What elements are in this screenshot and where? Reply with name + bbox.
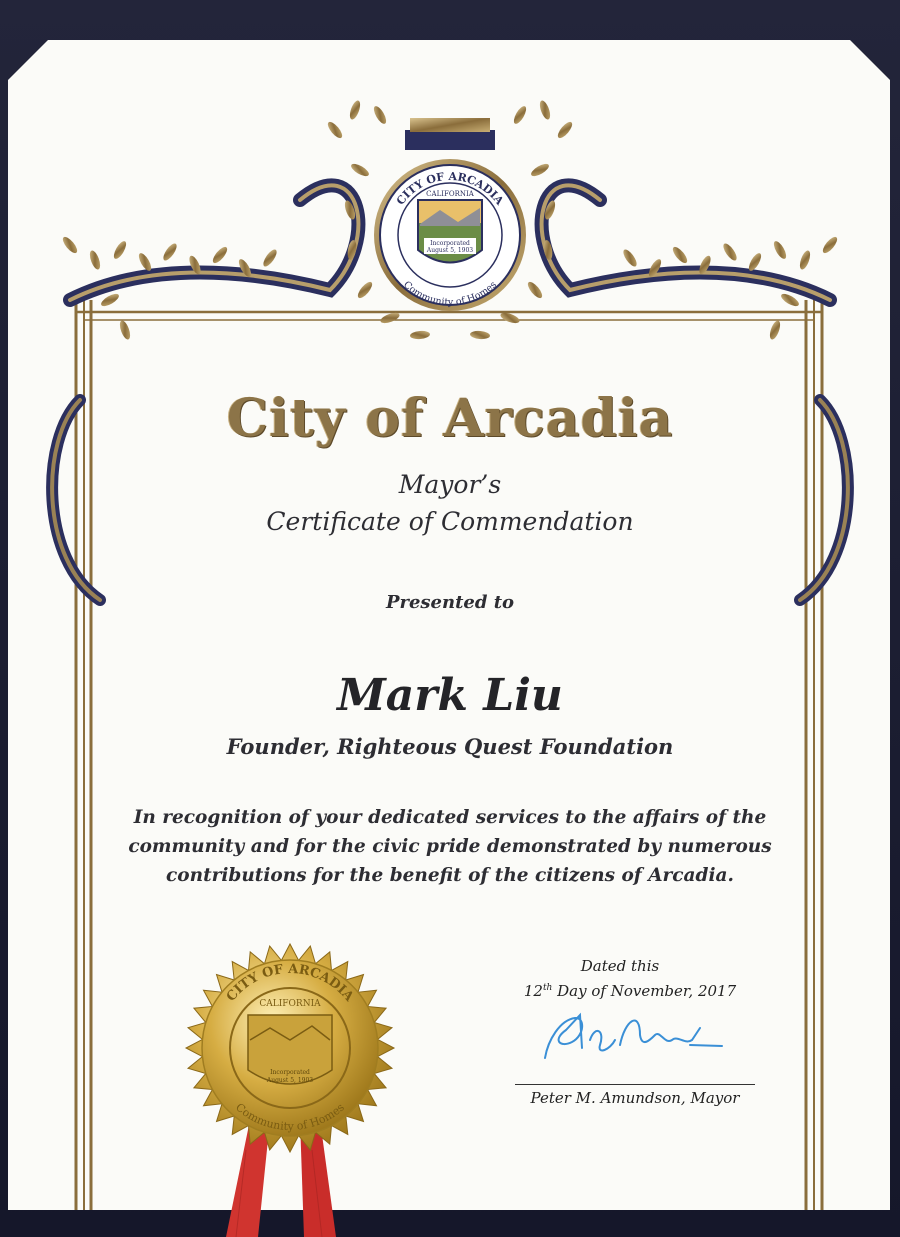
date-rest: Day of November, 2017 [557, 982, 737, 1000]
gold-seal-incorporated-line1: Incorporated [270, 1069, 310, 1076]
gold-seal-ring-bottom: Community of Homes [233, 1100, 347, 1134]
recipient-name: Mark Liu [337, 670, 563, 721]
seal-ring-top-text: CITY OF ARCADIA [393, 169, 507, 208]
gold-seal-incorporated-line2: August 5, 1903 [266, 1077, 314, 1084]
seal-incorporated-line2: August 5, 1903 [426, 247, 474, 254]
gold-seal-ring-top: CITY OF ARCADIA [223, 961, 357, 1005]
signature-line [515, 1084, 755, 1085]
recipient-role: Founder, Righteous Quest Foundation [226, 734, 674, 759]
heading-line2: Certificate of Commendation [266, 507, 634, 536]
signatory-name: Peter M. Amundson, Mayor [530, 1089, 740, 1107]
gold-seal-state: CALIFORNIA [259, 999, 321, 1009]
seal-ring-bottom-text: Community of Homes [401, 279, 499, 309]
seal-state-text: CALIFORNIA [426, 190, 474, 198]
date-ordinal: th [542, 983, 553, 993]
seal-incorporated-line1: Incorporated [430, 240, 470, 247]
heading-line1: Mayor’s [398, 470, 502, 499]
city-title: City of Arcadia [226, 388, 674, 449]
presented-to-label: Presented to [385, 592, 515, 613]
recognition-text: In recognition of your dedicated services to the affairs of the community and for the civic pride demonstrated by numerous contributions for the benefit of the citizens of Arcadia. [128, 807, 772, 886]
dated-label: Dated this [580, 957, 660, 975]
date-day: 12 [523, 982, 543, 1000]
